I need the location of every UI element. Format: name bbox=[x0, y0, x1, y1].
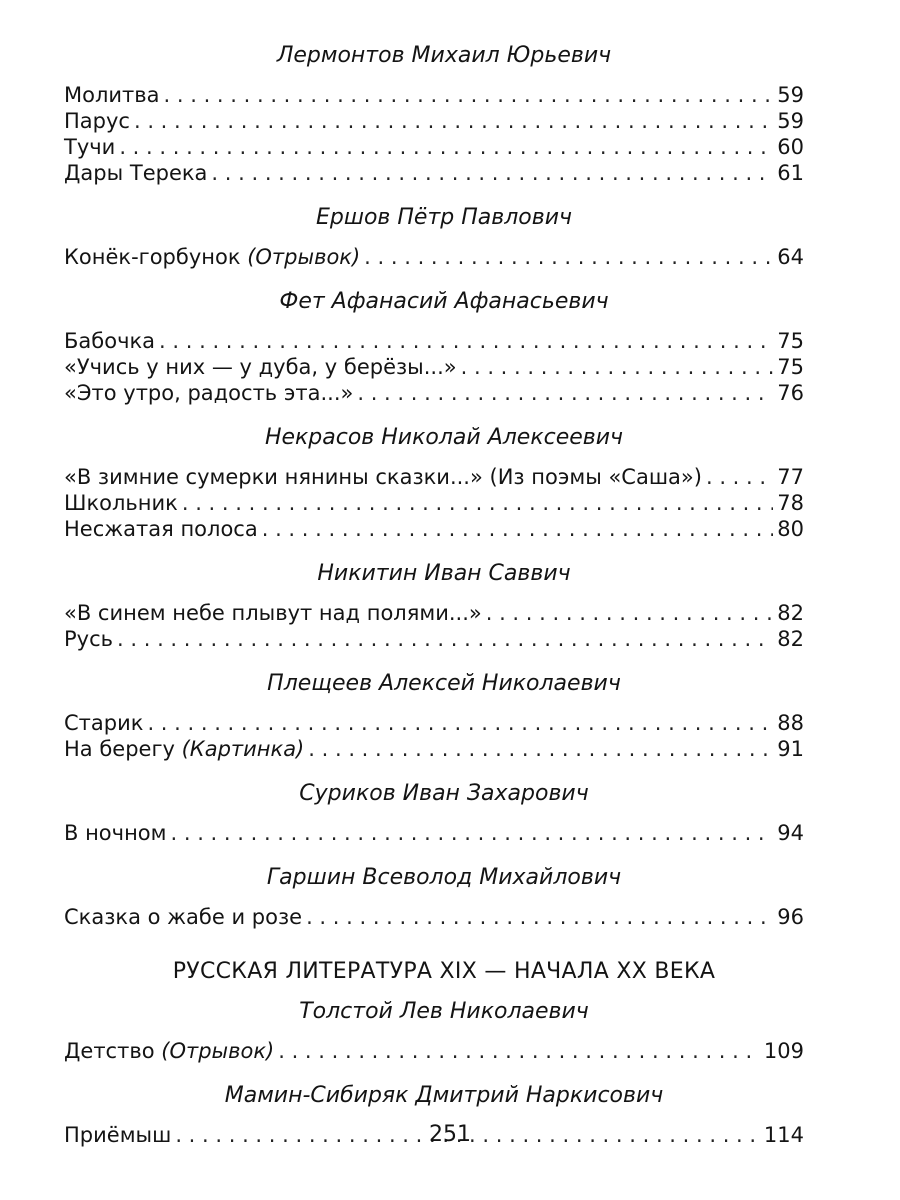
dot-leader bbox=[357, 380, 773, 406]
entry-title-wrap bbox=[64, 516, 258, 542]
dot-leader bbox=[486, 600, 774, 626]
author-name: Никитин Иван Саввич bbox=[317, 561, 571, 586]
dot-leader bbox=[461, 354, 774, 380]
entry-title-wrap bbox=[64, 736, 304, 762]
toc-entry bbox=[64, 464, 804, 490]
toc-entry bbox=[64, 244, 804, 270]
toc-entry bbox=[64, 1038, 804, 1064]
dot-leader bbox=[182, 490, 773, 516]
entry-title-wrap bbox=[64, 328, 155, 354]
entry-note: (Картинка) bbox=[181, 737, 305, 761]
author-name: Гаршин Всеволод Михайлович bbox=[266, 865, 622, 890]
dot-leader bbox=[159, 328, 773, 354]
entry-page-number: 91 bbox=[777, 737, 804, 761]
toc-entry bbox=[64, 490, 804, 516]
entry-title: Детство bbox=[64, 1039, 162, 1063]
author-group bbox=[64, 424, 804, 542]
dot-leader bbox=[117, 626, 773, 652]
entry-title-wrap bbox=[64, 380, 353, 406]
page-number: 251 bbox=[429, 1122, 471, 1147]
entry-page-number: 76 bbox=[777, 381, 804, 405]
toc-entry bbox=[64, 108, 804, 134]
dot-leader bbox=[171, 820, 774, 846]
entry-title: «В синем небе плывут над полями...» bbox=[64, 601, 482, 625]
toc-entry bbox=[64, 626, 804, 652]
entry-title: Школьник bbox=[64, 491, 178, 515]
entry-page-number: 77 bbox=[777, 465, 804, 489]
toc-entry bbox=[64, 600, 804, 626]
entry-title-wrap bbox=[64, 160, 207, 186]
entry-title: Приёмыш bbox=[64, 1123, 172, 1147]
entry-title-wrap bbox=[64, 626, 113, 652]
entry-title-wrap bbox=[64, 820, 167, 846]
entry-note: (Отрывок) bbox=[161, 1039, 275, 1063]
toc-entry bbox=[64, 820, 804, 846]
dot-leader bbox=[134, 108, 773, 134]
entry-page-number: 59 bbox=[777, 83, 804, 107]
author-name: Плещеев Алексей Николаевич bbox=[267, 671, 621, 696]
entry-page-number: 60 bbox=[777, 135, 804, 159]
author-name: Некрасов Николай Алексеевич bbox=[264, 425, 624, 450]
entry-title: Бабочка bbox=[64, 329, 156, 353]
entry-page-number: 75 bbox=[777, 329, 804, 353]
author-group bbox=[64, 204, 804, 270]
author-group bbox=[64, 998, 804, 1064]
dot-leader bbox=[164, 82, 774, 108]
entry-title: Молитва bbox=[64, 83, 160, 107]
author-name: Мамин-Сибиряк Дмитрий Наркисович bbox=[224, 1083, 664, 1108]
entry-title-wrap bbox=[64, 490, 178, 516]
entry-title-wrap bbox=[64, 82, 160, 108]
entry-page-number: 82 bbox=[777, 601, 804, 625]
entry-title-wrap bbox=[64, 108, 130, 134]
author-name: Фет Афанасий Афанасьевич bbox=[279, 289, 609, 314]
toc-entry bbox=[64, 380, 804, 406]
entry-page-number: 75 bbox=[777, 355, 804, 379]
toc-entry bbox=[64, 710, 804, 736]
entry-title-wrap bbox=[64, 134, 115, 160]
dot-leader bbox=[119, 134, 773, 160]
author-group bbox=[64, 780, 804, 846]
entry-title-wrap bbox=[64, 600, 482, 626]
dot-leader bbox=[706, 464, 773, 490]
entry-page-number: 114 bbox=[763, 1123, 804, 1147]
entry-title: Конёк-горбунок bbox=[64, 245, 248, 269]
dot-leader bbox=[364, 244, 773, 270]
author-group bbox=[64, 670, 804, 762]
entry-title: Дары Терека bbox=[64, 161, 208, 185]
entry-title-wrap bbox=[64, 1038, 274, 1064]
entry-title: Несжатая полоса bbox=[64, 517, 258, 541]
entry-title-wrap bbox=[64, 904, 302, 930]
entry-page-number: 96 bbox=[777, 905, 804, 929]
author-group bbox=[64, 560, 804, 652]
toc-entry bbox=[64, 328, 804, 354]
author-group bbox=[64, 288, 804, 406]
entry-page-number: 80 bbox=[777, 517, 804, 541]
entry-title: Старик bbox=[64, 711, 144, 735]
dot-leader bbox=[147, 710, 773, 736]
entry-title: Сказка о жабе и розе bbox=[64, 905, 303, 929]
entry-title-wrap bbox=[64, 464, 702, 490]
entry-title: Тучи bbox=[64, 135, 116, 159]
toc-entry bbox=[64, 82, 804, 108]
entry-title: В ночном bbox=[64, 821, 167, 845]
author-name: Суриков Иван Захарович bbox=[299, 781, 589, 806]
author-name: Ершов Пётр Павлович bbox=[315, 205, 573, 230]
entry-page-number: 109 bbox=[763, 1039, 804, 1063]
entry-title: «Это утро, радость эта...» bbox=[64, 381, 354, 405]
entry-title-wrap bbox=[64, 244, 360, 270]
entry-title: «В зимние сумерки нянины сказки...» (Из поэмы «Саша») bbox=[64, 465, 702, 489]
entry-title: Парус bbox=[64, 109, 130, 133]
entry-title: «Учись у них — у дуба, у берёзы...» bbox=[64, 355, 457, 379]
author-name: Толстой Лев Николаевич bbox=[299, 999, 589, 1024]
entry-page-number: 59 bbox=[777, 109, 804, 133]
toc-entry bbox=[64, 904, 804, 930]
dot-leader bbox=[211, 160, 773, 186]
author-group bbox=[64, 42, 804, 186]
dot-leader bbox=[306, 904, 773, 930]
entry-title-wrap bbox=[64, 710, 143, 736]
entry-page-number: 94 bbox=[777, 821, 804, 845]
entry-page-number: 64 bbox=[777, 245, 804, 269]
toc-entry bbox=[64, 516, 804, 542]
author-name: Лермонтов Михаил Юрьевич bbox=[276, 43, 612, 68]
toc-entry bbox=[64, 736, 804, 762]
author-group bbox=[64, 864, 804, 930]
entry-title: На берегу bbox=[64, 737, 182, 761]
entry-page-number: 61 bbox=[777, 161, 804, 185]
entry-page-number: 82 bbox=[777, 627, 804, 651]
entry-page-number: 88 bbox=[777, 711, 804, 735]
toc-entry bbox=[64, 134, 804, 160]
toc-groups bbox=[64, 42, 804, 930]
entry-page-number: 78 bbox=[777, 491, 804, 515]
entry-title-wrap bbox=[64, 354, 457, 380]
dot-leader bbox=[308, 736, 773, 762]
entry-note: (Отрывок) bbox=[247, 245, 361, 269]
toc-entry bbox=[64, 160, 804, 186]
dot-leader bbox=[278, 1038, 760, 1064]
dot-leader bbox=[262, 516, 774, 542]
section-heading: РУССКАЯ ЛИТЕРАТУРА XIX — НАЧАЛА XX ВЕКА bbox=[172, 959, 716, 984]
toc-entry bbox=[64, 354, 804, 380]
entry-title: Русь bbox=[64, 627, 114, 651]
